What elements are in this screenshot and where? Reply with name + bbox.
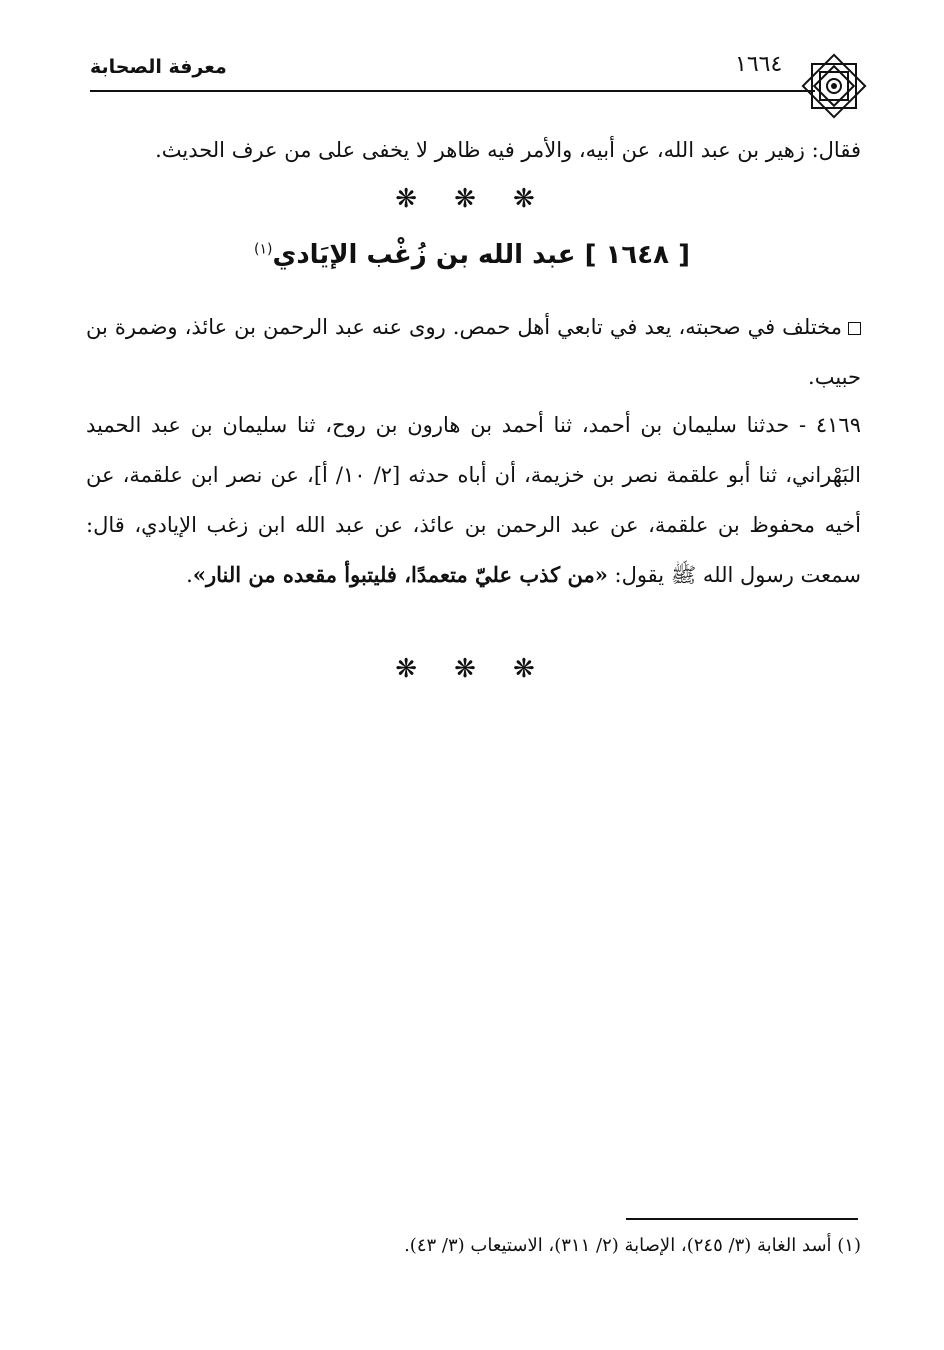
star-ornament-icon — [798, 50, 870, 122]
book-title: معرفة الصحابة — [90, 56, 227, 78]
intro-paragraph: فقال: زهير بن عبد الله، عن أبيه، والأمر فيه ظاهر لا يخفى على من عرف الحديث. — [155, 138, 861, 162]
footnote-marker: (١) — [254, 241, 273, 258]
section-separator: ❋ ❋ ❋ — [395, 184, 549, 214]
square-bullet-icon — [848, 322, 861, 335]
hadith-paragraph — [86, 400, 861, 600]
section-separator: ❋ ❋ ❋ — [395, 654, 549, 684]
hadith-end: . — [186, 563, 193, 587]
bio-text: مختلف في صحبته، يعد في تابعي أهل حمص. روى عنه عبد الرحمن بن عائذ، وضمرة بن حبيب. — [86, 315, 861, 389]
hadith-chain-text: ٤١٦٩ - حدثنا سليمان بن أحمد، ثنا أحمد بن هارون بن روح، ثنا سليمان بن عبد الحميد البَهْراني، ثنا أبو علقمة نصر بن خزيمة، أن أباه حدثه [٢/ ١٠/ أ]، عن نصر ابن علقمة، عن أخيه محفوظ بن علقمة، عن عبد الرحمن بن عائذ، عن عبد الله ابن زغب الإيادي، قال: سمعت رسول الله ﷺ يقول: — [86, 413, 861, 587]
header-rule — [90, 90, 815, 92]
bio-paragraph — [86, 302, 861, 402]
entry-heading — [0, 240, 944, 270]
footnote-rule — [626, 1218, 858, 1220]
page-number: ١٦٦٤ — [735, 52, 783, 77]
footnote-1: (١) أسد الغابة (٣/ ٢٤٥)، الإصابة (٢/ ٣١١)، الاستيعاب (٣/ ٤٣). — [404, 1235, 861, 1256]
entry-heading-text: [ ١٦٤٨ ] عبد الله بن زُغْب الإيَادي — [272, 240, 690, 270]
hadith-quote: «من كذب عليّ متعمدًا، فليتبوأ مقعده من النار» — [192, 562, 608, 587]
